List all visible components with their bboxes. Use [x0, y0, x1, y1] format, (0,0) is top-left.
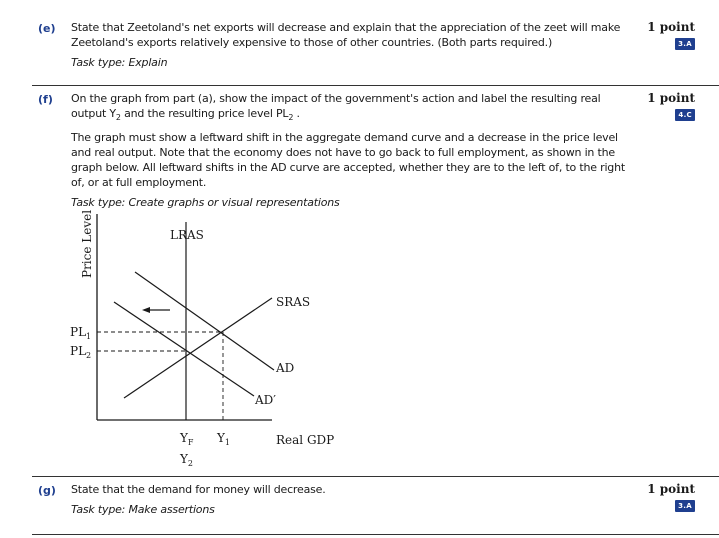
part-e-label: (e) [38, 22, 56, 35]
y-axis-label: Price Level [80, 210, 94, 278]
part-e-body [71, 20, 631, 75]
part-f-text-1a: On the graph from part (a), show the impact of the government's action and label the resulting real output Y [71, 92, 601, 120]
y1-label: $Y_1$ [217, 431, 231, 447]
divider-f-g [32, 476, 719, 477]
leftward-arrow-icon [142, 307, 150, 313]
lras-label: LRAS [170, 228, 204, 242]
sras-line [124, 298, 272, 398]
ad-as-graph [62, 210, 352, 472]
part-f-points [635, 91, 695, 121]
part-f-text-1 [71, 91, 631, 125]
part-g-points-text: 1 point [647, 482, 695, 496]
ad-label: AD [276, 361, 295, 375]
part-f-sub-y2: 2 [115, 113, 121, 123]
part-e-text: State that Zeetoland's net exports will decrease and explain that the appreciation of the zeet will make Zeetoland's exports relatively expensive to those of other countries. (Both parts required.) [71, 21, 621, 49]
ad-line [135, 272, 274, 370]
x-axis-label: Real GDP [276, 433, 335, 447]
part-g-label: (g) [38, 484, 56, 497]
ad-prime-label: AD′ [255, 393, 277, 407]
ad-prime-line [114, 302, 254, 396]
part-e-skill-badge: 3.A [675, 38, 695, 50]
part-f-label: (f) [38, 93, 53, 106]
part-e-points [635, 20, 695, 50]
part-f-text-1b: and the resulting price level PL [120, 107, 289, 120]
sras-label: SRAS [276, 295, 311, 309]
part-g-skill-badge: 3.A [675, 500, 695, 512]
pl2-label: $PL_2$ [70, 344, 92, 360]
part-f-sub-pl2: 2 [288, 113, 294, 123]
yf-label: $Y_F$ [180, 431, 194, 447]
part-f-text-2: The graph must show a leftward shift in the aggregate demand curve and a decrease in the price level and real output. Note that the economy does not have to go back to full employment, as shown in the graph below. All leftward shifts in the AD curve are accepted, whether they are to the left of, to the right of, or at full employment. [71, 131, 625, 190]
part-f-skill-badge: 4.C [675, 109, 695, 121]
part-g-text: State that the demand for money will decrease. [71, 483, 326, 496]
part-g-task: Task type: Make assertions [71, 503, 215, 516]
part-g-body [71, 482, 631, 522]
part-g-points [635, 482, 695, 512]
part-f-points-text: 1 point [647, 91, 695, 105]
part-e-task: Task type: Explain [71, 56, 168, 69]
part-f-body [71, 91, 631, 215]
y2-label: $Y_2$ [180, 452, 194, 468]
part-f-text-1c: . [293, 107, 300, 120]
divider-bottom [32, 534, 719, 535]
part-e-points-text: 1 point [647, 20, 695, 34]
part-f-task: Task type: Create graphs or visual representations [71, 196, 340, 210]
divider-e-f [32, 85, 719, 86]
pl1-label: $PL_1$ [70, 325, 92, 341]
